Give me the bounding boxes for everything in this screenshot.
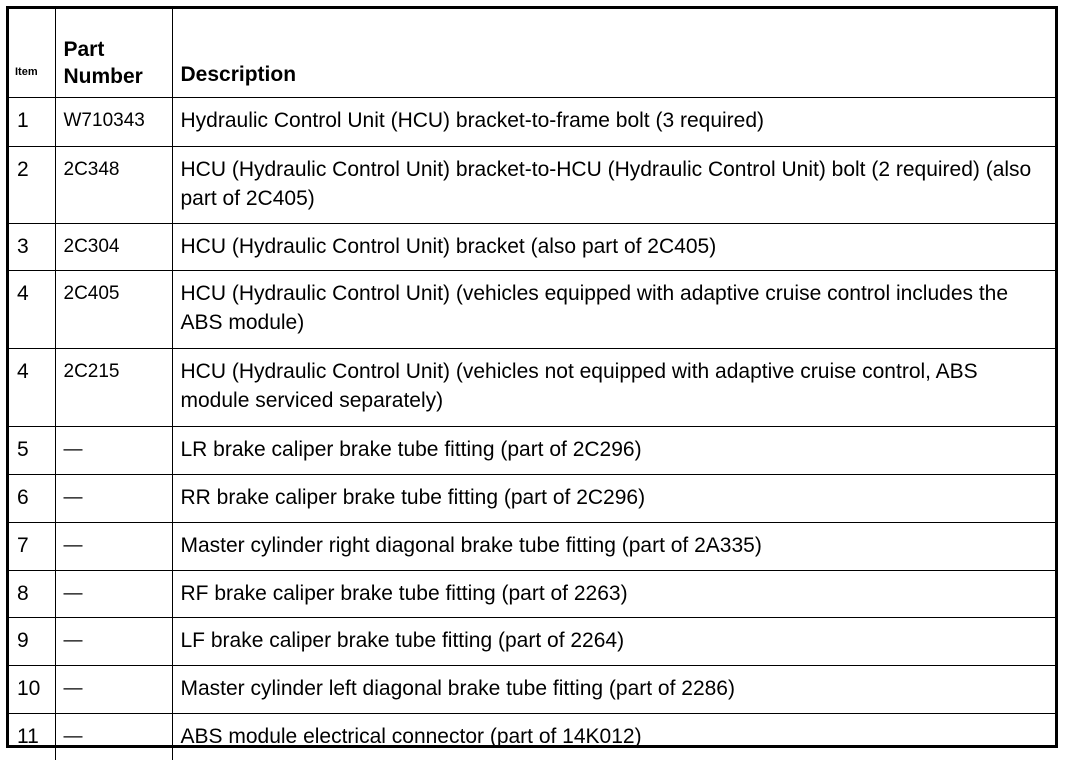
- row-part-number: 2C215: [55, 349, 172, 427]
- row-item: 11: [9, 714, 55, 760]
- table-row: [9, 666, 1055, 714]
- row-description: LR brake caliper brake tube fitting (part of 2C296): [172, 427, 1055, 475]
- row-item: 6: [9, 475, 55, 523]
- row-item: 3: [9, 224, 55, 271]
- row-part-number: —: [55, 523, 172, 571]
- table-row: [9, 271, 1055, 349]
- table-row: [9, 618, 1055, 666]
- header-part-line2: Number: [63, 65, 143, 88]
- row-item: 7: [9, 523, 55, 571]
- row-item: 1: [9, 98, 55, 147]
- row-description: HCU (Hydraulic Control Unit) bracket (also part of 2C405): [172, 224, 1055, 271]
- header-item: Item: [9, 9, 55, 98]
- row-item: 10: [9, 666, 55, 714]
- table-row: [9, 714, 1055, 760]
- row-item: 4: [9, 271, 55, 349]
- parts-table: [9, 9, 1055, 760]
- row-part-number: W710343: [55, 98, 172, 147]
- row-description: RR brake caliper brake tube fitting (part of 2C296): [172, 475, 1055, 523]
- row-description: HCU (Hydraulic Control Unit) bracket-to-HCU (Hydraulic Control Unit) bolt (2 required) (also part of 2C405): [172, 147, 1055, 224]
- row-description: HCU (Hydraulic Control Unit) (vehicles equipped with adaptive cruise control includes the ABS module): [172, 271, 1055, 349]
- row-part-number: 2C348: [55, 147, 172, 224]
- row-description: ABS module electrical connector (part of 14K012): [172, 714, 1055, 760]
- row-description: Hydraulic Control Unit (HCU) bracket-to-frame bolt (3 required): [172, 98, 1055, 147]
- row-part-number: —: [55, 666, 172, 714]
- row-item: 2: [9, 147, 55, 224]
- row-description: Master cylinder left diagonal brake tube fitting (part of 2286): [172, 666, 1055, 714]
- table-header-row: [9, 9, 1055, 98]
- row-description: HCU (Hydraulic Control Unit) (vehicles not equipped with adaptive cruise control, ABS module serviced separately): [172, 349, 1055, 427]
- row-part-number: —: [55, 618, 172, 666]
- row-part-number: —: [55, 571, 172, 618]
- table-row: [9, 349, 1055, 427]
- row-item: 9: [9, 618, 55, 666]
- row-item: 4: [9, 349, 55, 427]
- table-row: [9, 475, 1055, 523]
- table-row: [9, 147, 1055, 224]
- table-row: [9, 571, 1055, 618]
- header-description: Description: [172, 9, 1055, 98]
- row-description: RF brake caliper brake tube fitting (part of 2263): [172, 571, 1055, 618]
- row-item: 8: [9, 571, 55, 618]
- header-part-number: [55, 9, 172, 98]
- row-part-number: —: [55, 427, 172, 475]
- table-row: [9, 523, 1055, 571]
- table-row: [9, 98, 1055, 147]
- row-part-number: 2C405: [55, 271, 172, 349]
- row-part-number: —: [55, 714, 172, 760]
- row-description: LF brake caliper brake tube fitting (part of 2264): [172, 618, 1055, 666]
- row-part-number: —: [55, 475, 172, 523]
- row-description: Master cylinder right diagonal brake tube fitting (part of 2A335): [172, 523, 1055, 571]
- table-row: [9, 427, 1055, 475]
- header-part-line1: Part: [63, 38, 105, 61]
- parts-table-container: [6, 6, 1058, 748]
- table-row: [9, 224, 1055, 271]
- row-part-number: 2C304: [55, 224, 172, 271]
- row-item: 5: [9, 427, 55, 475]
